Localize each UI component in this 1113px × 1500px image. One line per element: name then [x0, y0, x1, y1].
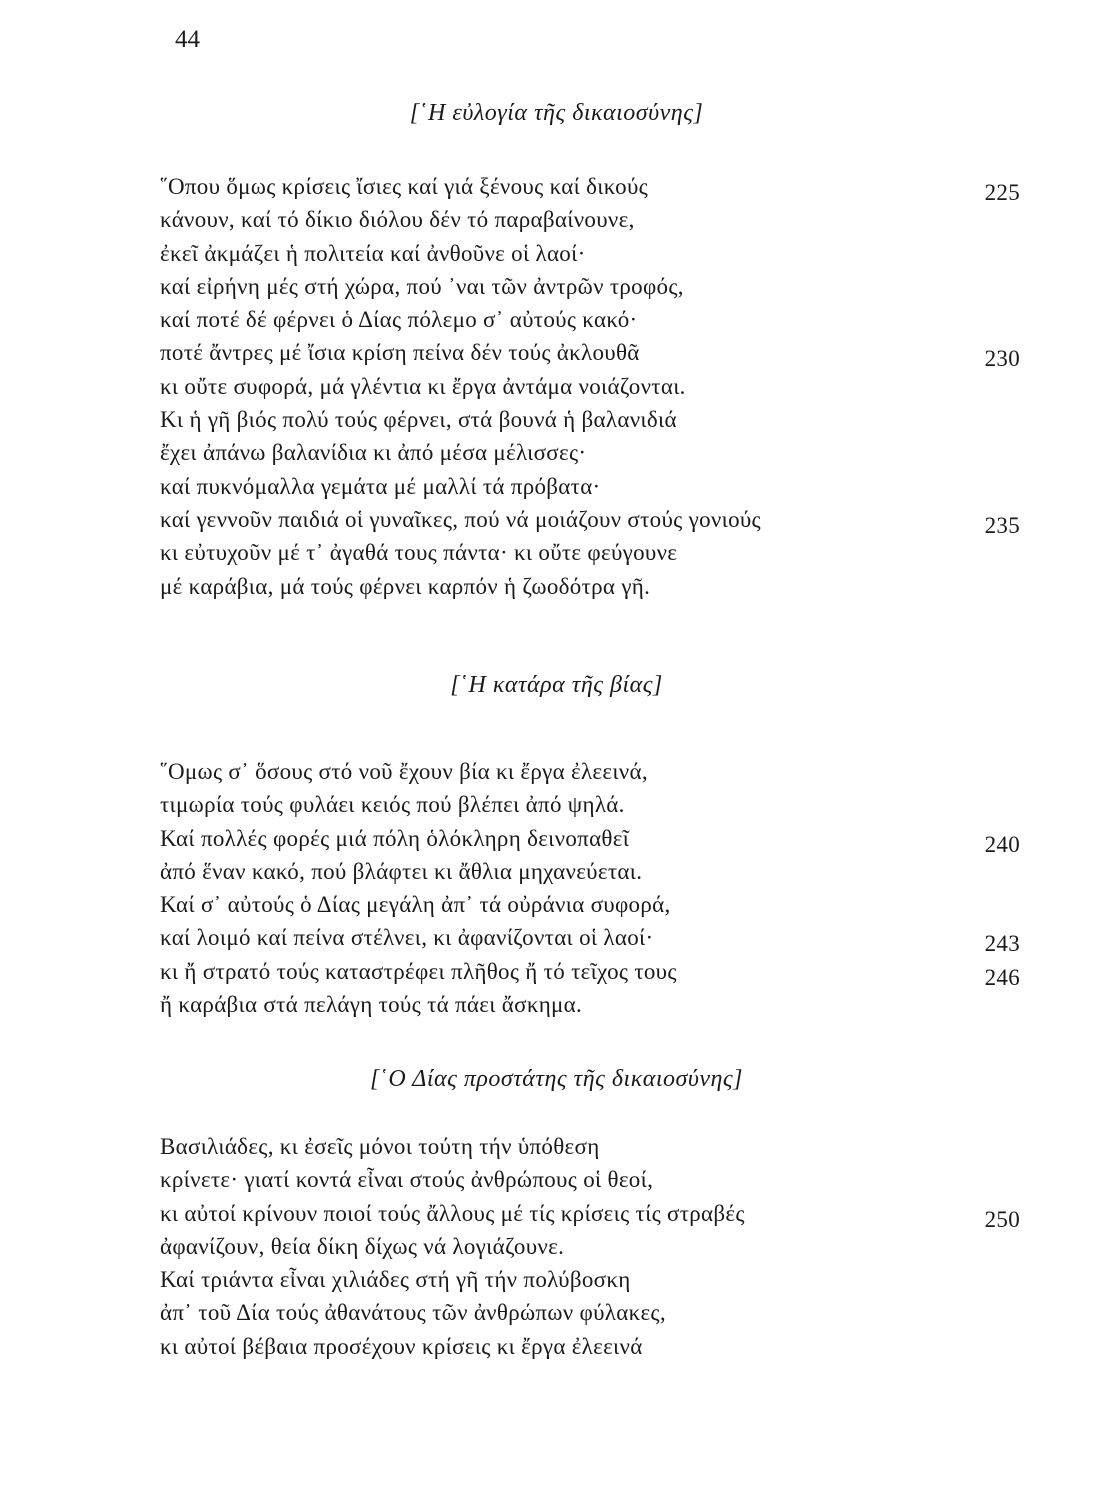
verse-text: ἤ καράβια στά πελάγη τούς τά πάει ἄσκημα.: [160, 992, 583, 1018]
verse-text: Καί σ᾿ αὐτούς ὁ Δίας μεγάλη ἀπ᾿ τά οὐράνια συφορά,: [160, 892, 671, 918]
verse-line: [160, 336, 1020, 372]
verse-line: [160, 536, 1020, 569]
verse-text: κι αὐτοί βέβαια προσέχουν κρίσεις κι ἔργα ἐλεεινά: [160, 1333, 643, 1359]
verse-line: [160, 755, 1020, 788]
verse-text: ποτέ ἄντρες μέ ἴσια κρίση πείνα δέν τούς ἀκλουθᾶ: [160, 340, 640, 366]
verse-line: [160, 955, 1020, 988]
stanza-blessing-of-justice: [160, 170, 1020, 603]
verse-text: ἔχει ἀπάνω βαλανίδια κι ἀπό μέσα μέλισσες·: [160, 440, 587, 466]
verse-line: [160, 855, 1020, 888]
stanza-zeus-protector-of-justice: [160, 1130, 1020, 1363]
line-number: 235: [984, 512, 1020, 538]
line-number: 250: [984, 1206, 1020, 1232]
page-number: 44: [175, 26, 200, 53]
verse-text: ῞Ομως σ᾿ ὅσους στό νοῦ ἔχουν βία κι ἔργα ἐλεεινά,: [160, 759, 648, 784]
verse-line: [160, 1197, 1020, 1230]
line-number: 246: [984, 964, 1020, 990]
verse-text: καί πυκνόμαλλα γεμάτα μέ μαλλί τά πρόβατα·: [160, 473, 601, 499]
verse-text: κι οὔτε συφορά, μά γλέντια κι ἔργα ἀντάμα νοιάζονται.: [160, 373, 686, 399]
verse-line: [160, 303, 1020, 336]
verse-text: Βασιλιάδες, κι ἐσεῖς μόνοι τούτη τήν ὑπόθεση: [160, 1134, 600, 1159]
verse-line: [160, 370, 1020, 403]
verse-text: ἀφανίζουν, θεία δίκη δίχως νά λογιάζουνε.: [160, 1233, 565, 1259]
verse-line: [160, 436, 1020, 469]
verse-line: [160, 1230, 1020, 1263]
verse-line: [160, 788, 1020, 821]
line-number: 240: [984, 831, 1020, 857]
verse-text: Καί τριάντα εἶναι χιλιάδες στή γῆ τήν πολύβοσκη: [160, 1267, 631, 1293]
verse-line: [160, 1130, 1020, 1163]
verse-line: [160, 1330, 1020, 1363]
verse-text: κρίνετε· γιατί κοντά εἶναι στούς ἀνθρώπους οἱ θεοί,: [160, 1167, 654, 1193]
verse-line: [160, 988, 1020, 1021]
verse-line: [160, 470, 1020, 503]
verse-text: καί ποτέ δέ φέρνει ὁ Δίας πόλεμο σ᾿ αὐτούς κακό·: [160, 307, 638, 333]
verse-text: καί γεννοῦν παιδιά οἱ γυναῖκες, πού νά μοιάζουν στούς γονιούς: [160, 506, 761, 532]
line-number: 225: [984, 180, 1020, 205]
verse-text: καί λοιμό καί πείνα στέλνει, κι ἀφανίζονται οἱ λαοί·: [160, 925, 654, 951]
verse-text: κάνουν, καί τό δίκιο διόλου δέν τό παραβαίνουνε,: [160, 207, 635, 233]
verse-text: Καί πολλές φορές μιά πόλη ὁλόκληρη δεινοπαθεῖ: [160, 825, 630, 851]
line-number: 230: [984, 346, 1020, 372]
verse-text: καί εἰρήνη μές στή χώρα, πού ᾿ναι τῶν ἀντρῶν τροφός,: [160, 273, 684, 299]
line-number: 243: [984, 931, 1020, 957]
verse-text: μέ καράβια, μά τούς φέρνει καρπόν ἡ ζωοδότρα γῆ.: [160, 573, 651, 599]
verse-line: [160, 570, 1020, 603]
verse-line: [160, 822, 1020, 855]
section-heading-curse-of-violence: [῾Η κατάρα τῆς βίας]: [450, 672, 663, 698]
section-heading-zeus-protector-of-justice: [῾Ο Δίας προστάτης τῆς δικαιοσύνης]: [370, 1066, 743, 1092]
verse-text: τιμωρία τούς φυλάει κειός πού βλέπει ἀπό ψηλά.: [160, 792, 625, 818]
stanza-curse-of-violence: [160, 755, 1020, 1021]
verse-line: [160, 503, 1020, 536]
verse-text: κι αὐτοί κρίνουν ποιοί τούς ἄλλους μέ τίς κρίσεις τίς στραβές: [160, 1200, 745, 1226]
section-heading-blessing-of-justice: [῾Η εὐλογία τῆς δικαιοσύνης]: [409, 100, 704, 126]
verse-line: [160, 1163, 1020, 1196]
verse-text: ἐκεῖ ἀκμάζει ἡ πολιτεία καί ἀνθοῦνε οἱ λαοί·: [160, 240, 586, 266]
verse-line: [160, 1296, 1020, 1329]
verse-line: [160, 203, 1020, 236]
verse-line: [160, 1263, 1020, 1296]
verse-text: κι εὐτυχοῦν μέ τ᾿ ἀγαθά τους πάντα· κι οὔτε φεύγουνε: [160, 540, 678, 566]
verse-text: ῞Οπου ὅμως κρίσεις ἴσιες καί γιά ξένους καί δικούς: [160, 174, 649, 199]
verse-text: κι ἤ στρατό τούς καταστρέφει πλῆθος ἤ τό τεῖχος τους: [160, 958, 677, 984]
verse-line: [160, 270, 1020, 303]
verse-line: [160, 921, 1020, 957]
verse-line: [160, 237, 1020, 270]
verse-line: [160, 888, 1020, 921]
verse-text: Κι ἡ γῆ βιός πολύ τούς φέρνει, στά βουνά ἡ βαλανιδιά: [160, 407, 677, 433]
verse-line: [160, 170, 1020, 203]
verse-text: ἀπ᾿ τοῦ Δία τούς ἀθανάτους τῶν ἀνθρώπων φύλακες,: [160, 1300, 666, 1326]
verse-line: [160, 403, 1020, 436]
verse-text: ἀπό ἕναν κακό, πού βλάφτει κι ἄθλια μηχανεύεται.: [160, 858, 643, 884]
